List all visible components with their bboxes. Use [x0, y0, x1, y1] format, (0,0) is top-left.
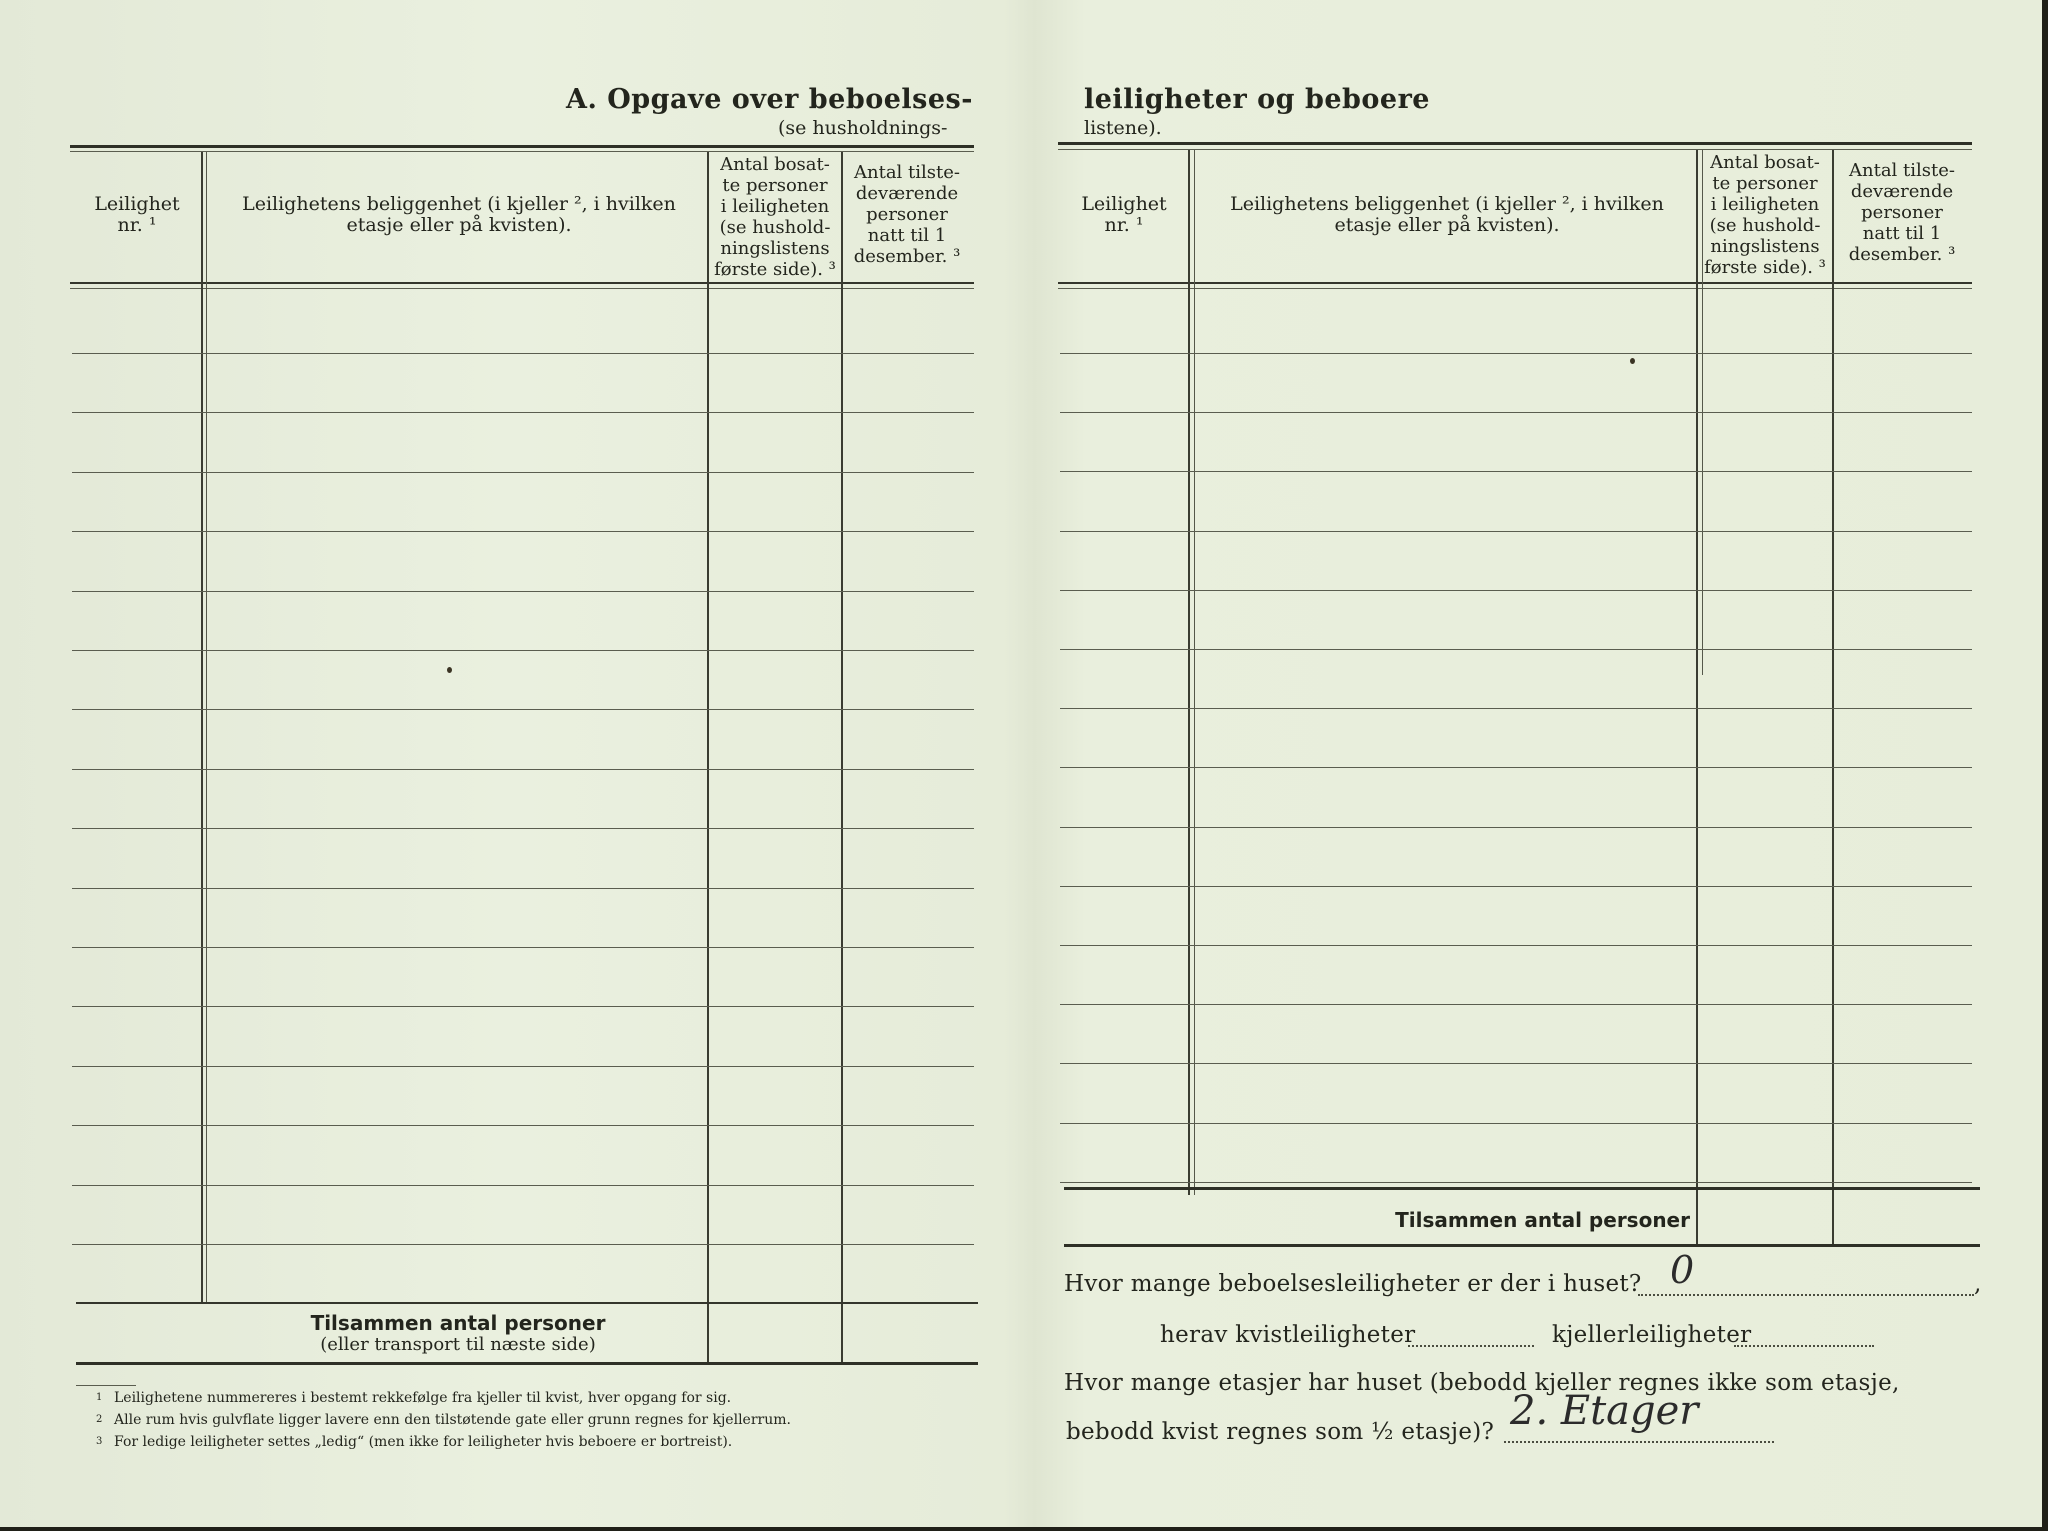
col-header-present	[1834, 160, 1970, 265]
question-floors-line1: Hvor mange etasjer har huset (bebodd kjeller regnes ikke som etasje,	[1064, 1370, 1900, 1396]
left-total-sub: (eller transport til næste side)	[320, 1334, 596, 1355]
footnote-1	[96, 1387, 976, 1409]
col-line-1b	[206, 152, 207, 1304]
hdr-line: personer	[1861, 202, 1943, 223]
hdr-line: etasje eller på kvisten).	[1334, 214, 1560, 236]
table-row-rule	[72, 591, 974, 592]
col-line-1	[201, 152, 203, 1304]
right-total-label: Tilsammen antal personer	[1395, 1208, 1690, 1232]
answer-floors: 2. Etager	[1510, 1388, 1699, 1434]
table-row-rule	[72, 709, 974, 710]
hdr-line: desember. ³	[853, 246, 961, 267]
col-line-3	[1832, 150, 1834, 1244]
footnote-number: 2	[96, 1414, 103, 1425]
table-row-rule	[72, 650, 974, 651]
hdr-line: Antal tilste-	[854, 162, 960, 183]
hdr-line: første side). ³	[1704, 257, 1826, 278]
hdr-line: natt til 1	[1862, 223, 1942, 244]
col-header-location	[1200, 194, 1694, 236]
question-apartments-comma: ,	[1974, 1271, 1982, 1297]
col-header-location	[212, 194, 706, 236]
col-header-unit-no	[72, 194, 202, 236]
hdr-line: nr. ¹	[1104, 214, 1144, 236]
table-row-rule	[72, 1244, 974, 1245]
table-row-rule	[1060, 1004, 1972, 1005]
table-row-rule	[1060, 1063, 1972, 1064]
col-line-2	[1696, 150, 1698, 1244]
hdr-line: Leilighet	[1081, 193, 1167, 215]
footnote-text: For ledige leiligheter settes „ledig“ (men ikke for leiligheter hvis beboere er bortreist).	[114, 1434, 733, 1450]
footnote-3	[96, 1431, 976, 1453]
hdr-line: i leiligheten	[1710, 194, 1820, 215]
table-row-rule	[1060, 649, 1972, 650]
table-row-rule	[72, 1185, 974, 1186]
answer-line-floors[interactable]	[1504, 1441, 1774, 1443]
col-line-1b	[1194, 150, 1195, 1195]
right-heading: leiligheter og beboere	[1084, 84, 1430, 115]
col-header-unit-no	[1060, 194, 1188, 236]
table-row-rule	[72, 828, 974, 829]
footnote-rule	[76, 1385, 136, 1386]
left-total-label: Tilsammen antal personer	[310, 1311, 606, 1335]
table-row-rule	[1060, 412, 1972, 413]
hdr-line: deværende	[1850, 181, 1954, 202]
hdr-line: Antal bosat-	[1710, 152, 1820, 173]
hdr-line: ningslistens	[1710, 236, 1820, 257]
header-top-rule	[1058, 142, 1972, 145]
left-subheading: (se husholdnings-	[778, 117, 948, 139]
col-line-3	[841, 152, 843, 1362]
footnote-text: Leilighetene nummereres i bestemt rekkefølge fra kjeller til kvist, hver opgang for sig.	[114, 1390, 732, 1406]
hdr-line: desember. ³	[1848, 244, 1956, 265]
table-row-rule	[72, 1125, 974, 1126]
total-top-rule	[76, 1302, 978, 1304]
hdr-line: personer	[866, 204, 948, 225]
table-row-rule	[72, 531, 974, 532]
table-row-rule	[72, 1066, 974, 1067]
col-header-present	[842, 162, 972, 267]
col-header-residents	[708, 154, 842, 280]
table-row-rule	[1060, 767, 1972, 768]
scan-edge-bottom	[0, 1527, 2048, 1531]
footnotes	[96, 1387, 976, 1453]
question-basement-apartments: kjellerleiligheter	[1552, 1322, 1752, 1348]
ink-speck	[447, 667, 452, 673]
answer-line-basement[interactable]	[1734, 1345, 1874, 1347]
table-row-rule	[1060, 590, 1972, 591]
hdr-line: Antal bosat-	[720, 154, 830, 175]
footnote-number: 1	[96, 1392, 103, 1403]
table-row-rule	[1060, 827, 1972, 828]
col-header-residents	[1698, 152, 1832, 278]
hdr-line: ningslistens	[720, 238, 830, 259]
header-bottom-rule	[1058, 282, 1972, 284]
scan-edge-right	[2042, 0, 2048, 1531]
hdr-line: Leilighetens beliggenhet (i kjeller ², i hvilken	[242, 193, 676, 215]
hdr-line: nr. ¹	[117, 214, 157, 236]
table-row-rule	[1060, 1123, 1972, 1124]
table-row-rule	[72, 947, 974, 948]
total-bottom-rule	[76, 1362, 978, 1365]
table-row-rule	[1060, 531, 1972, 532]
question-floors-line2: bebodd kvist regnes som ½ etasje)?	[1066, 1419, 1495, 1445]
hdr-line: etasje eller på kvisten).	[346, 214, 572, 236]
table-row-rule	[72, 888, 974, 889]
table-row-rule	[1060, 886, 1972, 887]
table-row-rule	[1060, 1182, 1972, 1183]
table-row-rule	[72, 353, 974, 354]
col-line-1	[1188, 150, 1190, 1195]
hdr-line: i leiligheten	[720, 196, 830, 217]
table-row-rule	[1060, 708, 1972, 709]
header-top-rule-2	[1058, 149, 1972, 150]
hdr-line: Leilighet	[94, 193, 180, 215]
right-subheading: listene).	[1084, 117, 1162, 139]
total-top-rule	[1064, 1187, 1980, 1190]
answer-apartments: 0	[1670, 1248, 1695, 1292]
hdr-line: te personer	[722, 175, 828, 196]
hdr-line: (se hushold-	[1709, 215, 1821, 236]
table-row-rule	[1060, 471, 1972, 472]
question-attic-apartments: herav kvistleiligheter	[1160, 1322, 1416, 1348]
footnote-2	[96, 1409, 976, 1431]
left-heading: A. Opgave over beboelses-	[566, 84, 973, 115]
ink-speck	[1630, 358, 1635, 364]
hdr-line: første side). ³	[714, 259, 836, 280]
table-row-rule	[72, 472, 974, 473]
header-top-rule	[70, 145, 974, 148]
hdr-line: deværende	[855, 183, 959, 204]
answer-line-apartments[interactable]	[1638, 1294, 1974, 1296]
question-apartments: Hvor mange beboelsesleiligheter er der i huset?	[1064, 1271, 1642, 1297]
total-bottom-rule	[1064, 1244, 1980, 1247]
hdr-line: Antal tilste-	[1849, 160, 1955, 181]
table-row-rule	[1060, 353, 1972, 354]
header-bottom-rule-2	[1058, 288, 1972, 289]
table-row-rule	[72, 412, 974, 413]
col-line-2	[707, 152, 709, 1362]
table-row-rule	[72, 1006, 974, 1007]
hdr-line: te personer	[1712, 173, 1818, 194]
hdr-line: natt til 1	[867, 225, 947, 246]
footnote-number: 3	[96, 1436, 103, 1447]
answer-line-attic[interactable]	[1408, 1345, 1534, 1347]
footnote-text: Alle rum hvis gulvflate ligger lavere enn den tilstøtende gate eller grunn regnes for kjellerrum.	[114, 1412, 791, 1428]
table-row-rule	[72, 769, 974, 770]
hdr-line: (se hushold-	[719, 217, 831, 238]
table-row-rule	[1060, 945, 1972, 946]
hdr-line: Leilighetens beliggenhet (i kjeller ², i hvilken	[1230, 193, 1664, 215]
